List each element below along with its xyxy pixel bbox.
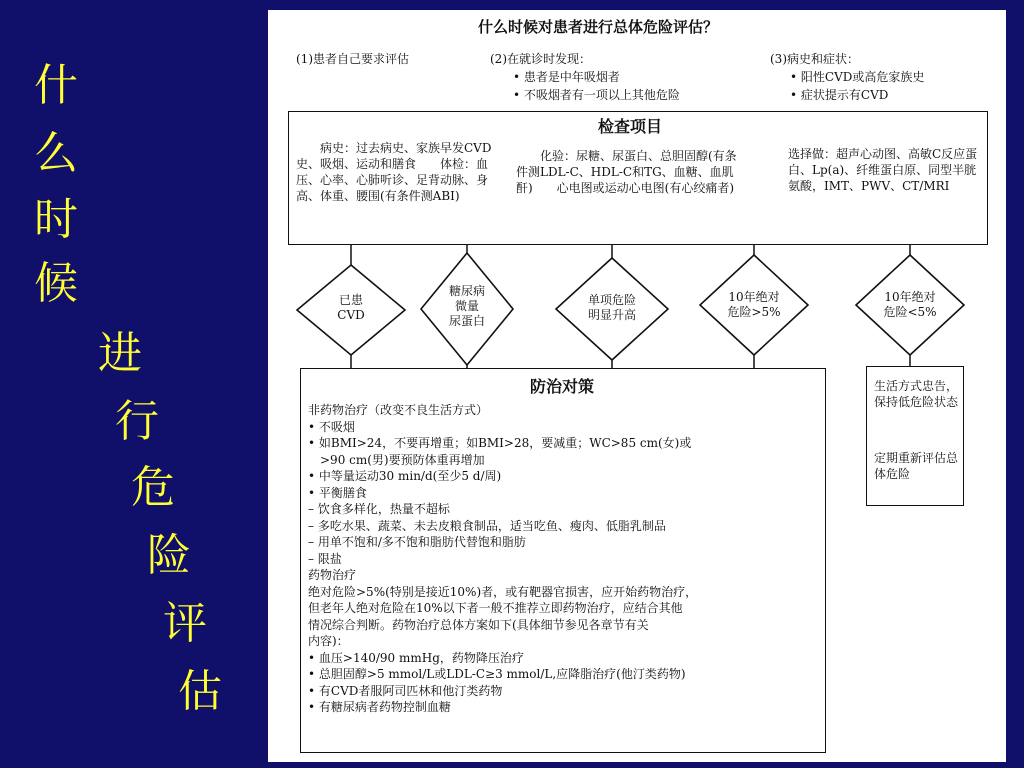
- diamond-label-line: 10年绝对: [884, 290, 936, 304]
- trigger-clinic-item: • 患者是中年吸烟者: [513, 70, 620, 84]
- risk-assessment-flowchart: [268, 10, 1006, 762]
- strategy-line: • 总胆固醇>5 mmol/L或LDL-C≥3 mmol/L,应降脂治疗(他汀类药物): [308, 667, 686, 681]
- diamond-label: [870, 290, 950, 320]
- strategy-title: 防治对策: [530, 377, 595, 396]
- strategy-line: • 中等量运动30 min/d(至少5 d/周): [308, 469, 502, 483]
- strategy-line: >90 cm(男)要预防体重再增加: [308, 452, 485, 467]
- diamond-label-line: 危险>5%: [727, 305, 781, 319]
- diamond-label: [714, 290, 794, 320]
- exam-history-physical: 病史：过去病史、家族早发CVD史、吸烟、运动和膳食 体检：血压、心率、心肺听诊、足背动脉、身高、体重、腰围(有条件测ABI): [296, 141, 492, 203]
- strategy-line: – 限盐: [308, 551, 342, 566]
- side-title-char: 进: [98, 328, 142, 379]
- exam-title: 检查项目: [598, 117, 663, 136]
- strategy-line: • 有糖尿病者药物控制血糖: [308, 700, 451, 714]
- side-title-char: 评: [163, 598, 207, 649]
- side-title-char: 么: [34, 128, 78, 179]
- diamond-label-line: 危险<5%: [883, 305, 937, 319]
- strategy-line: 绝对危险>5%(特别是接近10%)者，或有靶器官损害，应开始药物治疗，: [308, 584, 698, 599]
- diamond-label: [572, 293, 652, 323]
- side-title-char: 什: [34, 60, 78, 111]
- trigger-clinic: (2)在就诊时发现：: [490, 52, 591, 66]
- strategy-line: • 如BMI>24，不要再增重；如BMI>28，要减重；WC>85 cm(女)或: [308, 436, 692, 450]
- diamond-label-line: 已患: [338, 293, 363, 307]
- diamond-label-line: 尿蛋白: [448, 314, 485, 328]
- side-title-char: 险: [147, 530, 191, 581]
- strategy-line: • 血压>140/90 mmHg，药物降压治疗: [308, 650, 524, 665]
- strategy-line: • 有CVD者服阿司匹林和他汀类药物: [308, 683, 503, 698]
- lifestyle-advice: 生活方式忠告，保持低危险状态: [874, 379, 959, 409]
- strategy-line: 药物治疗: [308, 568, 357, 582]
- strategy-list: [308, 402, 822, 716]
- side-title-char: 估: [178, 666, 222, 717]
- diamond-label-line: 明显升高: [587, 308, 636, 322]
- diamond-label-line: CVD: [337, 308, 365, 322]
- diamond-label: [427, 284, 507, 329]
- strategy-line: • 不吸烟: [308, 419, 355, 434]
- flowchart-title: 什么时候对患者进行总体危险评估？: [478, 18, 719, 36]
- trigger-history: (3)病史和症状：: [770, 52, 859, 66]
- side-title-char: 行: [115, 396, 159, 447]
- trigger-self-request: (1)患者自己要求评估: [296, 52, 409, 66]
- side-title-char: 候: [34, 258, 78, 309]
- diamond-label-line: 10年绝对: [728, 290, 780, 304]
- strategy-line: 非药物治疗（改变不良生活方式）: [308, 403, 489, 417]
- trigger-history-item: • 阳性CVD或高危家族史: [790, 70, 925, 84]
- strategy-line: 但老年人绝对危险在10%以下者一般不推荐立即药物治疗，应结合其他: [308, 601, 683, 615]
- strategy-line: 情况综合判断。药物治疗总体方案如下(具体细节参见各章节有关: [308, 617, 649, 632]
- trigger-clinic-item: • 不吸烟者有一项以上其他危险: [513, 88, 680, 102]
- exam-optional: 选择做：超声心动图、高敏C反应蛋白、Lp(a)、纤维蛋白原、同型半胱氨酸，IMT、PWV、CT/MRI: [788, 147, 978, 193]
- side-title-char: 时: [34, 194, 78, 245]
- side-title-char: 危: [131, 462, 175, 513]
- diamond-label-line: 糖尿病: [448, 284, 485, 298]
- strategy-line: – 多吃水果、蔬菜、未去皮粮食制品，适当吃鱼、瘦肉、低脂乳制品: [308, 518, 666, 533]
- strategy-line: – 饮食多样化，热量不超标: [308, 502, 450, 516]
- exam-labs-ecg: 化验：尿糖、尿蛋白、总胆固醇(有条件测LDL-C、HDL-C和TG、血糖、血肌酐) 心电图或运动心电图(有心绞痛者): [516, 149, 737, 195]
- strategy-line: • 平衡膳食: [308, 485, 367, 500]
- diamond-label-line: 单项危险: [587, 293, 636, 307]
- diamond-label: [311, 293, 391, 323]
- diamond-label-line: 微量: [454, 299, 479, 313]
- strategy-line: 内容)：: [308, 634, 349, 648]
- trigger-history-item: • 症状提示有CVD: [790, 88, 889, 102]
- strategy-line: – 用单不饱和/多不饱和脂肪代替饱和脂肪: [308, 535, 526, 549]
- lifestyle-reassess: 定期重新评估总体危险: [874, 451, 959, 481]
